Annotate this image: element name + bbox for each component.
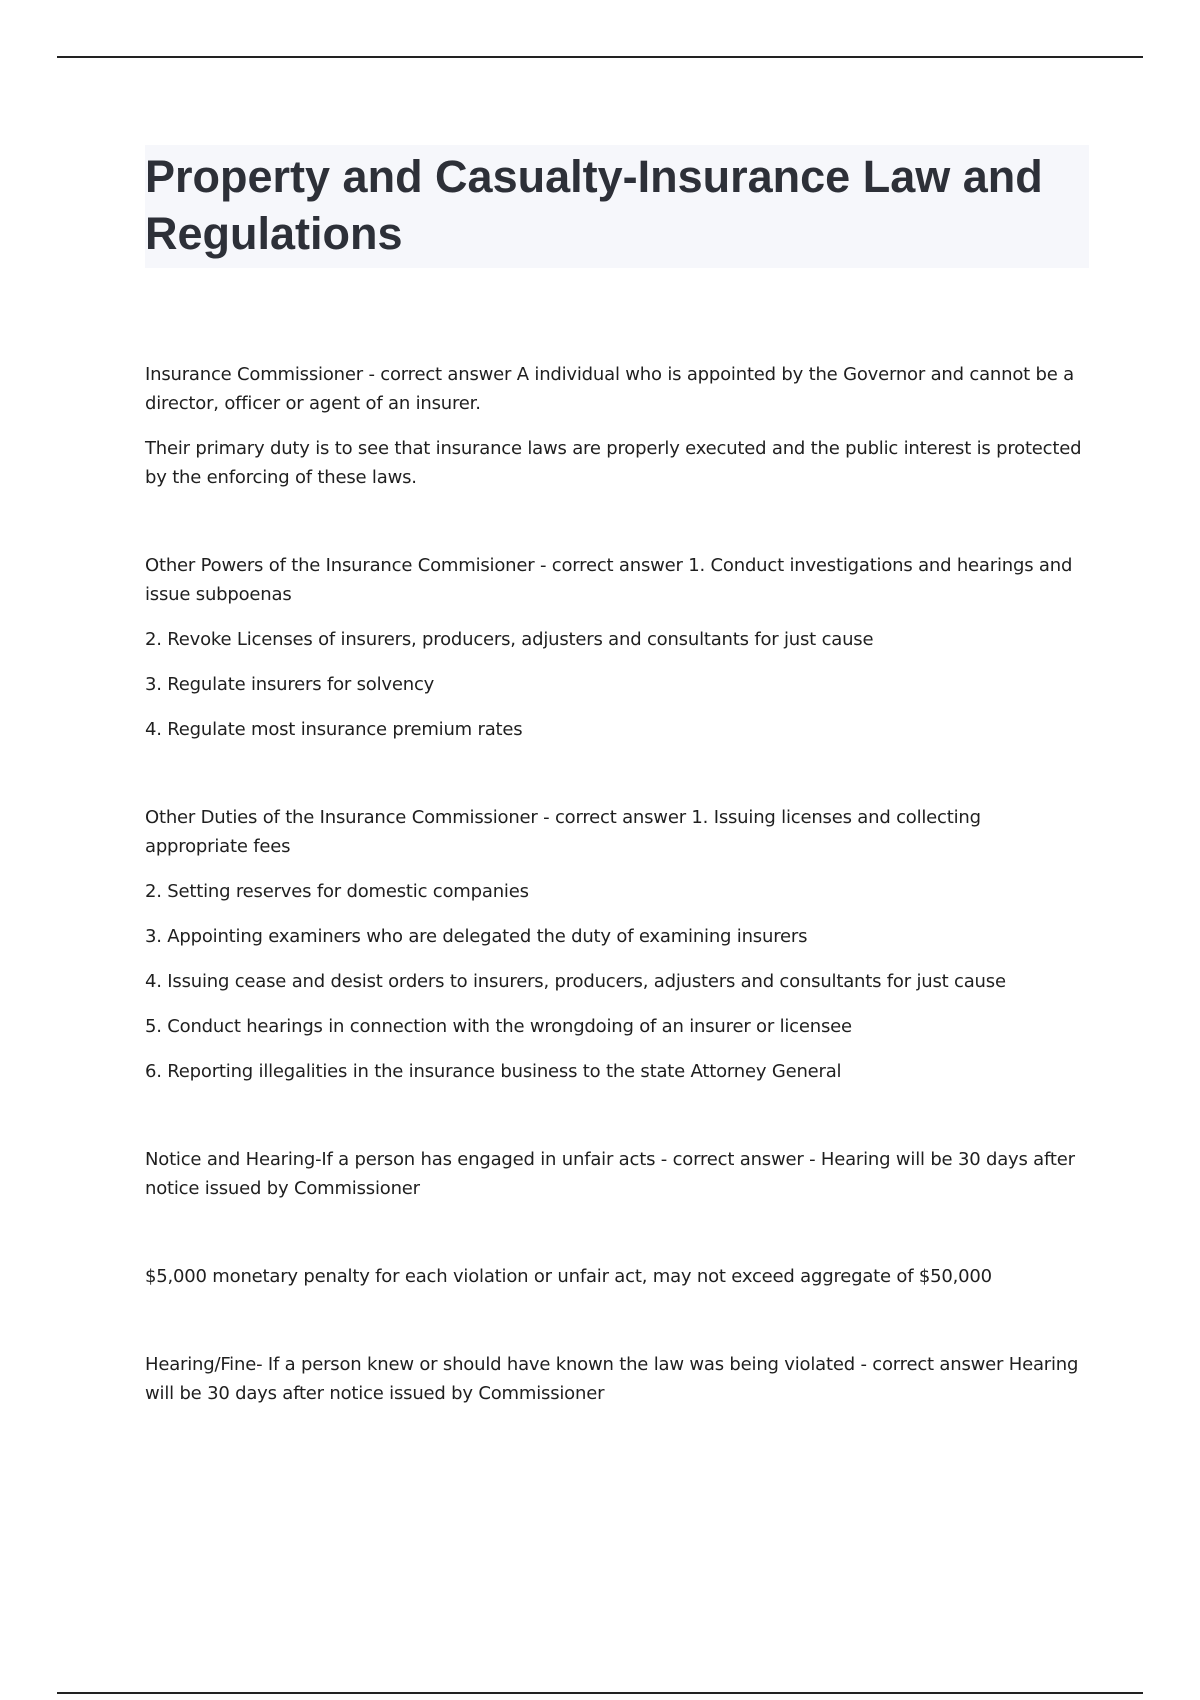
card-paragraph: 4. Issuing cease and desist orders to insurers, producers, adjusters and consultants for just cause — [145, 971, 1006, 992]
card-paragraph: 6. Reporting illegalities in the insurance business to the state Attorney General — [145, 1061, 842, 1082]
flashcard-hearing-fine — [145, 1350, 1089, 1408]
card-paragraph: Notice and Hearing-If a person has engaged in unfair acts - correct answer - Hearing will be 30 days after notice issued by Commissioner — [145, 1149, 1075, 1199]
card-paragraph: 5. Conduct hearings in connection with the wrongdoing of an insurer or licensee — [145, 1016, 852, 1037]
flashcard-insurance-commissioner — [145, 360, 1089, 492]
card-paragraph: Other Powers of the Insurance Commisioner - correct answer 1. Conduct investigations and hearings and issue subpoenas — [145, 555, 1073, 605]
title-banner — [145, 145, 1089, 268]
flashcard-other-powers — [145, 551, 1089, 744]
card-paragraph: 3. Appointing examiners who are delegated the duty of examining insurers — [145, 926, 808, 947]
flashcard-monetary-penalty — [145, 1262, 1089, 1291]
card-paragraph: 4. Regulate most insurance premium rates — [145, 719, 523, 740]
footer-rule — [57, 1692, 1143, 1694]
card-paragraph: Other Duties of the Insurance Commissioner - correct answer 1. Issuing licenses and collecting appropriate fees — [145, 807, 981, 857]
card-paragraph: $5,000 monetary penalty for each violation or unfair act, may not exceed aggregate of $50,000 — [145, 1266, 992, 1287]
flashcard-other-duties — [145, 803, 1089, 1086]
card-paragraph: 2. Revoke Licenses of insurers, producers, adjusters and consultants for just cause — [145, 629, 874, 650]
document-body — [145, 145, 1089, 1408]
header-rule — [57, 56, 1143, 58]
card-paragraph: Hearing/Fine- If a person knew or should have known the law was being violated - correct answer Hearing will be 30 days after notice issued by Commissioner — [145, 1354, 1079, 1404]
card-paragraph: 2. Setting reserves for domestic companies — [145, 881, 529, 902]
card-paragraph: Insurance Commissioner - correct answer A individual who is appointed by the Governor and cannot be a director, officer or agent of an insurer. — [145, 364, 1074, 414]
document-title: Property and Casualty-Insurance Law and Regulations — [145, 151, 1043, 259]
card-paragraph: 3. Regulate insurers for solvency — [145, 674, 435, 695]
flashcard-notice-and-hearing — [145, 1145, 1089, 1203]
card-paragraph: Their primary duty is to see that insurance laws are properly executed and the public interest is protected by the enforcing of these laws. — [145, 438, 1082, 488]
